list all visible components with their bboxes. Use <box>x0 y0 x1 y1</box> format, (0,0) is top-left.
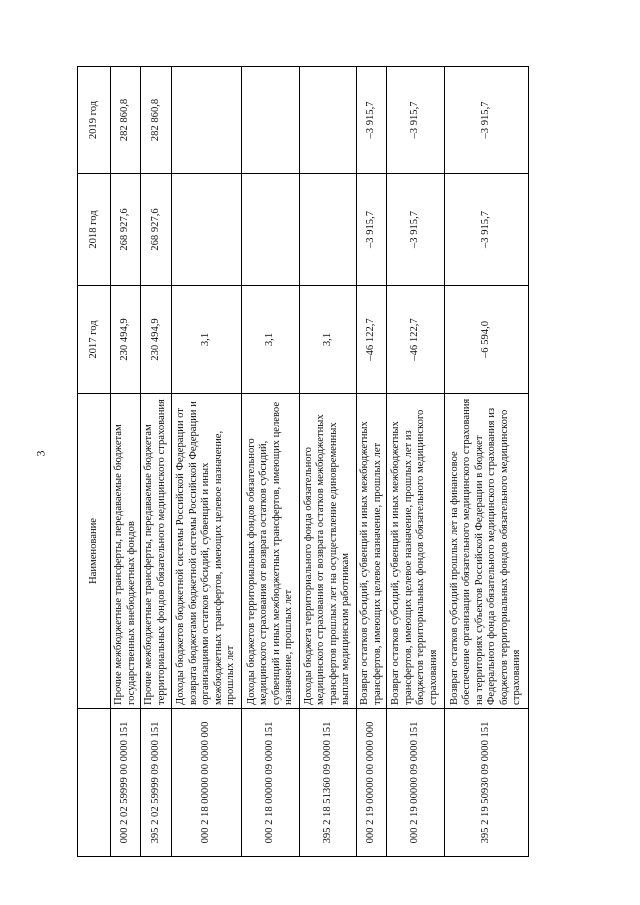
budget-table <box>77 66 529 857</box>
table-row <box>242 67 299 857</box>
row-value-2017: –46 122,7 <box>357 286 387 394</box>
row-name: Доходы бюджета территориального фонда обязательного медицинского страхования от возврата остатков межбюджетных трансфертов прошлых лет на осуществление единовременных выплат медицинским работникам <box>299 394 356 709</box>
header-2019: 2019 год <box>78 67 111 174</box>
page-number: 3 <box>33 450 48 457</box>
row-value-2017: 230 494,9 <box>141 286 171 394</box>
row-code: 395 2 19 50930 09 0000 151 <box>444 709 528 857</box>
row-value-2017: 3,1 <box>171 286 242 394</box>
row-name: Возврат остатков субсидий прошлых лет на финансовое обеспечение организации обязательного медицинского страхования на территориях субъектов Российской Федерации в бюджет Федерального фонда обязательного медицинского страхования из бюджетов территориальных фондов обязательного медицинского страхования <box>444 394 528 709</box>
row-value-2018: –3 915,7 <box>387 174 444 286</box>
row-value-2017: –6 594,0 <box>444 286 528 394</box>
row-name: Доходы бюджетов территориальных фондов обязательного медицинского страхования от возврата остатков субсидий, субвенций и иных межбюджетных трансфертов, имеющих целевое назначение, прошлых лет <box>242 394 299 709</box>
rotated-table-container <box>77 67 529 857</box>
row-code: 395 2 18 51360 09 0000 151 <box>299 709 356 857</box>
table-row <box>387 67 444 857</box>
row-value-2019: –3 915,7 <box>387 67 444 174</box>
row-value-2019: 282 860,8 <box>141 67 171 174</box>
header-2017: 2017 год <box>78 286 111 394</box>
row-value-2019: –3 915,7 <box>444 67 528 174</box>
header-code <box>78 709 111 857</box>
row-value-2019 <box>299 67 356 174</box>
header-2018: 2018 год <box>78 174 111 286</box>
row-code: 000 2 18 00000 00 0000 000 <box>171 709 242 857</box>
row-value-2019 <box>171 67 242 174</box>
row-value-2019: 282 860,8 <box>111 67 141 174</box>
row-value-2017: 3,1 <box>299 286 356 394</box>
row-name: Возврат остатков субсидий, субвенций и иных межбюджетных трансфертов, имеющих целевое назначение, прошлых лет <box>357 394 387 709</box>
row-value-2018 <box>299 174 356 286</box>
table-row <box>444 67 528 857</box>
row-value-2018 <box>171 174 242 286</box>
row-value-2018: 268 927,6 <box>141 174 171 286</box>
table-row <box>171 67 242 857</box>
row-name: Возврат остатков субсидий, субвенций и иных межбюджетных трансфертов, имеющих целевое назначение, прошлых лет из бюджетов территориальных фондов обязательного медицинского страхования <box>387 394 444 709</box>
row-code: 000 2 19 00000 09 0000 151 <box>387 709 444 857</box>
table-row <box>141 67 171 857</box>
row-name: Прочие межбюджетные трансферты, передаваемые бюджетам государственных внебюджетных фондов <box>111 394 141 709</box>
row-value-2019 <box>242 67 299 174</box>
row-code: 000 2 18 00000 09 0000 151 <box>242 709 299 857</box>
table-header-row <box>78 67 111 857</box>
row-code: 000 2 19 00000 00 0000 000 <box>357 709 387 857</box>
row-value-2018: –3 915,7 <box>444 174 528 286</box>
table-row <box>357 67 387 857</box>
header-name: Наименование <box>78 394 111 709</box>
row-code: 395 2 02 59999 09 0000 151 <box>141 709 171 857</box>
row-value-2019: –3 915,7 <box>357 67 387 174</box>
row-value-2017: 3,1 <box>242 286 299 394</box>
row-value-2018 <box>242 174 299 286</box>
table-row <box>111 67 141 857</box>
row-value-2018: –3 915,7 <box>357 174 387 286</box>
row-value-2017: 230 494,9 <box>111 286 141 394</box>
row-name: Прочие межбюджетные трансферты, передаваемые бюджетам территориальных фондов обязательного медицинского страхования <box>141 394 171 709</box>
row-name: Доходы бюджетов бюджетной системы Российской Федерации от возврата бюджетами бюджетной системы Российской Федерации и организациями остатков субсидий, субвенций и иных межбюджетных трансфертов, имеющих целевое назначение, прошлых лет <box>171 394 242 709</box>
row-code: 000 2 02 59999 00 0000 151 <box>111 709 141 857</box>
table-row <box>299 67 356 857</box>
row-value-2017: –46 122,7 <box>387 286 444 394</box>
row-value-2018: 268 927,6 <box>111 174 141 286</box>
